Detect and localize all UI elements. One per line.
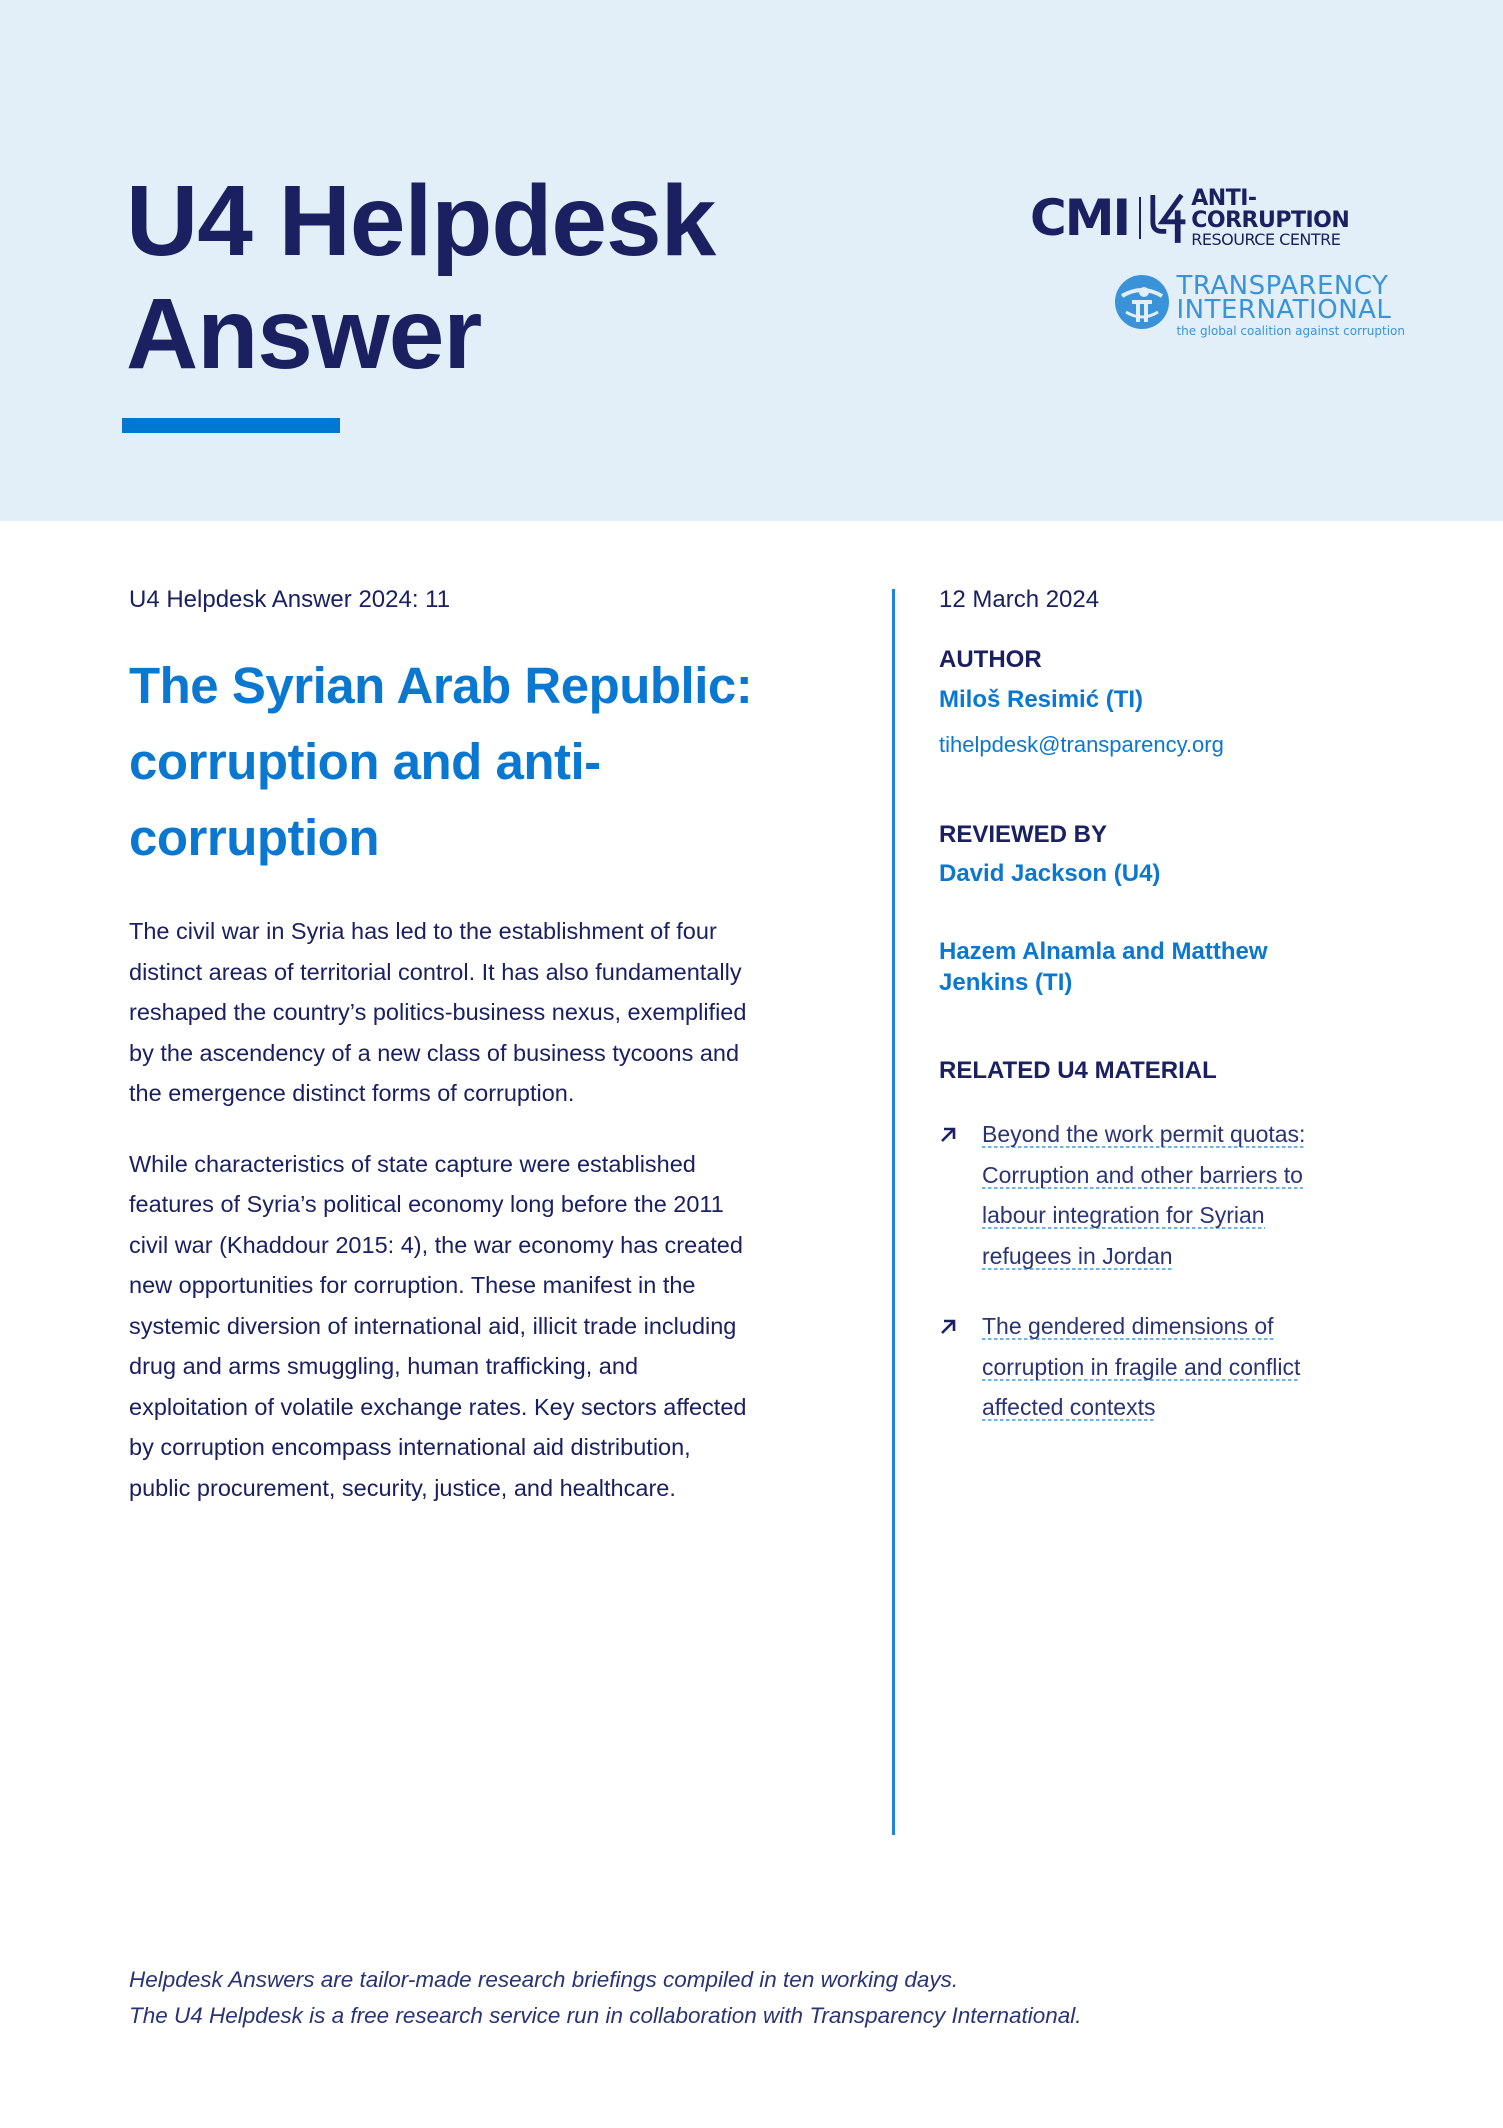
title-line: The Syrian Arab Republic:	[129, 657, 753, 714]
footer-line: Helpdesk Answers are tailor-made research briefings compiled in ten working days.	[129, 1967, 959, 1992]
text-line: distinct areas of territorial control. It has also fundamentally	[129, 958, 742, 985]
reviewed-by-label: REVIEWED BY	[939, 821, 1108, 848]
text-line: public procurement, security, justice, and healthcare.	[129, 1474, 676, 1501]
ti-logo	[1114, 271, 1405, 338]
summary-paragraph	[129, 911, 809, 1114]
link-line: Corruption and other barriers to	[982, 1161, 1303, 1188]
reviewer-name: David Jackson (U4)	[939, 860, 1161, 887]
ti-logo-line2: INTERNATIONAL	[1176, 295, 1392, 325]
text-line: new opportunities for corruption. These manifest in the	[129, 1272, 696, 1298]
link-line: corruption in fragile and conflict	[982, 1353, 1301, 1380]
report-number: U4 Helpdesk Answer 2024: 11	[129, 586, 451, 613]
arrow-up-right-icon	[939, 1126, 957, 1144]
related-material-item	[939, 1114, 1359, 1276]
u4-logo-line1: ANTI-CORRUPTION	[1191, 186, 1350, 233]
ti-globe-icon	[1114, 274, 1170, 330]
text-line: drug and arms smuggling, human trafficking, and	[129, 1353, 639, 1379]
main-column	[129, 585, 809, 1508]
title-line: corruption and anti-	[129, 733, 601, 790]
footer-line: The U4 Helpdesk is a free research service run in collaboration with Transparency International.	[129, 2003, 1082, 2028]
author-label: AUTHOR	[939, 646, 1042, 673]
cmi-logo-text: CMI	[1030, 189, 1130, 247]
text-line: civil war (Khaddour 2015: 4), the war economy has created	[129, 1231, 743, 1258]
text-line: by corruption encompass international aid distribution,	[129, 1434, 691, 1460]
arrow-up-right-icon	[939, 1318, 957, 1336]
accent-bar	[122, 418, 340, 433]
cmi-u4-logo	[1030, 186, 1405, 249]
text-line: the emergence distinct forms of corruption.	[129, 1080, 575, 1106]
publication-date: 12 March 2024	[939, 586, 1100, 613]
link-line: labour integration for Syrian	[982, 1202, 1265, 1228]
related-material-item	[939, 1306, 1359, 1428]
related-material-list	[939, 1114, 1359, 1428]
contact-email-link[interactable]: tihelpdesk@transparency.org	[939, 732, 1224, 757]
cover-header	[0, 0, 1503, 521]
title-line: corruption	[129, 809, 379, 866]
related-material-label: RELATED U4 MATERIAL	[939, 1057, 1217, 1084]
title-line: Answer	[126, 278, 482, 390]
text-line: by the ascendency of a new class of business tycoons and	[129, 1039, 740, 1066]
document-title	[129, 648, 809, 876]
text-line: systemic diversion of international aid, illicit trade including	[129, 1312, 737, 1339]
u4-logo-icon	[1149, 192, 1187, 244]
text-line: Hazem Alnamla and Matthew	[939, 938, 1268, 965]
partner-logos	[1030, 186, 1405, 350]
metadata-sidebar	[939, 585, 1359, 1458]
title-line: U4 Helpdesk	[126, 165, 716, 277]
logo-separator	[1139, 197, 1141, 239]
link-line: affected contexts	[982, 1394, 1156, 1420]
reviewer-name	[939, 936, 1359, 998]
related-material-link[interactable]	[982, 1114, 1305, 1276]
text-line: Jenkins (TI)	[939, 969, 1073, 996]
link-line: Beyond the work permit quotas:	[982, 1121, 1306, 1147]
ti-tagline: the global coalition against corruption	[1176, 324, 1405, 338]
text-line: reshaped the country’s politics-business nexus, exemplified	[129, 999, 747, 1025]
link-line: refugees in Jordan	[982, 1242, 1173, 1269]
text-line: While characteristics of state capture were established	[129, 1150, 696, 1177]
summary-paragraph	[129, 1144, 809, 1509]
footer-note	[129, 1962, 1082, 2034]
author-name: Miloš Resimić (TI)	[939, 686, 1144, 713]
text-line: features of Syria’s political economy long before the 2011	[129, 1191, 724, 1217]
column-divider	[892, 589, 895, 1835]
text-line: exploitation of volatile exchange rates. Key sectors affected	[129, 1393, 747, 1420]
link-line: The gendered dimensions of	[982, 1313, 1274, 1339]
publication-type-title	[126, 165, 715, 391]
u4-logo-line2: RESOURCE CENTRE	[1191, 230, 1341, 249]
text-line: The civil war in Syria has led to the establishment of four	[129, 918, 717, 944]
ti-logo-line1: TRANSPARENCY	[1176, 271, 1389, 301]
related-material-link[interactable]	[982, 1306, 1300, 1428]
